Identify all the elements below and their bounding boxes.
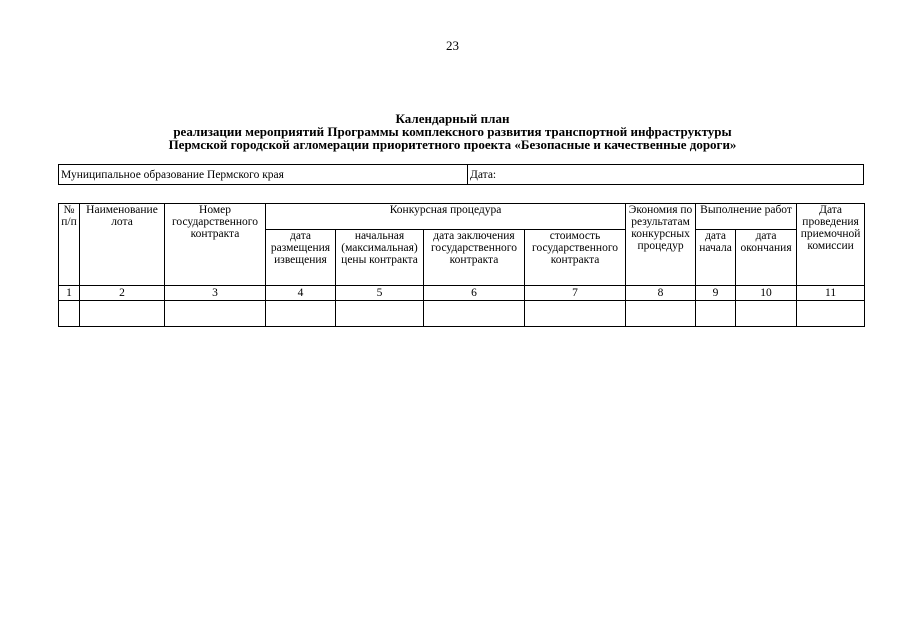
empty-cell — [165, 301, 266, 327]
header-notice-date: дата размещения извещения — [266, 230, 336, 286]
empty-data-row — [59, 301, 865, 327]
municipality-cell: Муниципальное образование Пермского края — [59, 165, 468, 185]
header-initial-price: начальная (максимальная) цены контракта — [336, 230, 424, 286]
empty-cell — [626, 301, 696, 327]
header-start-date: дата начала — [696, 230, 736, 286]
column-number: 9 — [696, 286, 736, 301]
date-cell: Дата: — [468, 165, 864, 185]
info-table — [58, 164, 864, 185]
empty-cell — [266, 301, 336, 327]
page-number: 23 — [446, 38, 459, 53]
empty-cell — [424, 301, 525, 327]
header-contract-number: Номер государственного контракта — [165, 204, 266, 286]
title-line-2: реализации мероприятий Программы комплексного развития транспортной инфраструктуры — [173, 124, 732, 139]
header-work-execution: Выполнение работ — [696, 204, 797, 230]
calendar-plan-table — [58, 203, 865, 327]
header-end-date: дата окончания — [736, 230, 797, 286]
header-acceptance-date: Дата проведения приемочной комиссии — [797, 204, 865, 286]
header-conclusion-date: дата заключения государственного контракта — [424, 230, 525, 286]
empty-cell — [736, 301, 797, 327]
column-number: 5 — [336, 286, 424, 301]
header-lot-name: Наименование лота — [80, 204, 165, 286]
empty-cell — [797, 301, 865, 327]
column-number: 3 — [165, 286, 266, 301]
empty-cell — [80, 301, 165, 327]
title-line-1: Календарный план — [395, 111, 510, 126]
header-competitive-procedure: Конкурсная процедура — [266, 204, 626, 230]
column-number: 2 — [80, 286, 165, 301]
column-number: 8 — [626, 286, 696, 301]
empty-cell — [59, 301, 80, 327]
header-savings: Экономия по результатам конкурсных процедур — [626, 204, 696, 286]
column-number: 11 — [797, 286, 865, 301]
empty-cell — [696, 301, 736, 327]
document-title — [0, 112, 905, 151]
header-num: № п/п — [59, 204, 80, 286]
empty-cell — [525, 301, 626, 327]
header-contract-cost: стоимость государственного контракта — [525, 230, 626, 286]
column-number: 6 — [424, 286, 525, 301]
column-number: 7 — [525, 286, 626, 301]
column-number: 4 — [266, 286, 336, 301]
empty-cell — [336, 301, 424, 327]
column-number: 10 — [736, 286, 797, 301]
title-line-3: Пермской городской агломерации приоритетного проекта «Безопасные и качественные дороги» — [168, 137, 737, 152]
column-number: 1 — [59, 286, 80, 301]
